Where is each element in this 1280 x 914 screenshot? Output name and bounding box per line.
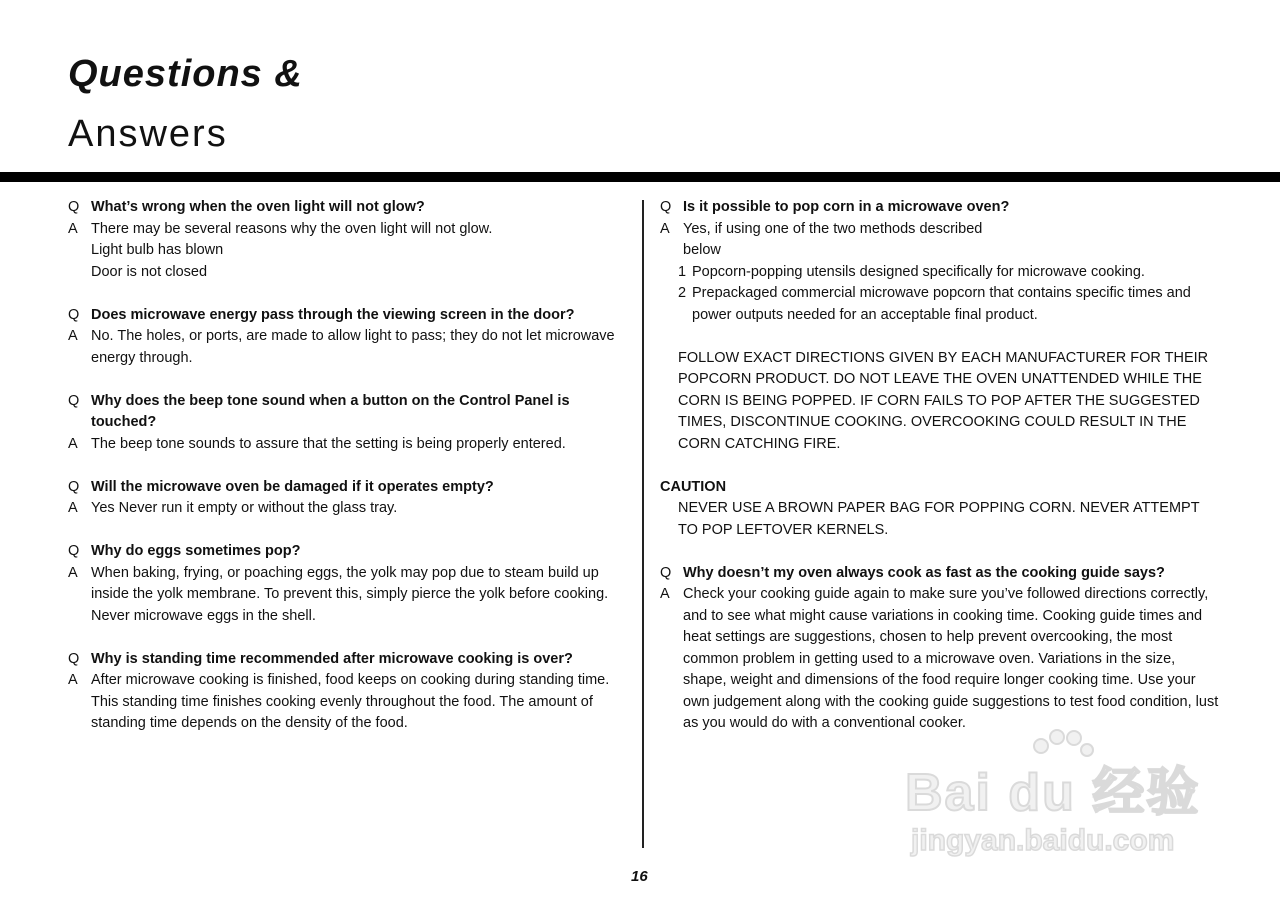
question: Why do eggs sometimes pop?	[91, 543, 301, 559]
answer: Yes, if using one of the two methods described	[683, 220, 983, 237]
question: Does microwave energy pass through the viewing screen in the door?	[91, 306, 575, 323]
page-title-line2: Answers	[68, 113, 228, 155]
qa-item-popcorn	[660, 197, 1220, 455]
qa-item	[68, 649, 628, 735]
a-label: A	[660, 586, 670, 602]
caution-heading: CAUTION	[660, 478, 727, 495]
a-label: A	[660, 220, 670, 237]
answer-detail: Light bulb has blown	[91, 242, 224, 258]
a-label: A	[68, 328, 78, 344]
qa-item-cooking-guide	[660, 563, 1220, 735]
q-label: Q	[660, 199, 672, 215]
qa-item	[68, 391, 628, 456]
answer: There may be several reasons why the oven light will not glow.	[91, 220, 493, 237]
list-number: 1	[678, 263, 687, 280]
answer-continuation: below	[683, 242, 721, 258]
a-label: A	[68, 500, 78, 516]
answer: Check your cooking guide again to make sure you’ve followed directions correctly, and to see what might cause variations in cooking time. Cooking guide times and heat settings are suggestions, chosen to help prevent overcooking, the most common problem in getting used to a microwave oven. Variations in the size, shape, weight and dimensions of the food require longer cooking time. Use your own judgement along with the cooking guide suggestions to test food condition, lust as you would do with a conventional cooker.	[683, 586, 1219, 731]
question: Is it possible to pop corn in a microwave oven?	[683, 199, 1010, 215]
qa-item	[68, 541, 628, 627]
watermark-url: jingyan.baidu.com	[911, 824, 1175, 857]
list-text: Prepackaged commercial microwave popcorn that contains specific times and power outputs needed for an acceptable final product.	[692, 285, 1191, 323]
answer: Yes Never run it empty or without the glass tray.	[91, 500, 398, 516]
answer: No. The holes, or ports, are made to allow light to pass; they do not let microwave energy through.	[91, 328, 615, 366]
answer: The beep tone sounds to assure that the setting is being properly entered.	[91, 435, 566, 452]
a-label: A	[68, 672, 78, 688]
qa-item	[68, 305, 628, 370]
watermark-brand: Bai du 经验	[905, 764, 1201, 822]
list-number: 2	[678, 285, 687, 301]
caution-text: NEVER USE A BROWN PAPER BAG FOR POPPING CORN. NEVER ATTEMPT TO POP LEFTOVER KERNELS.	[678, 500, 1200, 538]
answer: After microwave cooking is finished, food keeps on cooking during standing time. This standing time finishes cooking evenly throughout the food. The amount of standing time depends on the density of the food.	[91, 672, 610, 731]
qa-item	[68, 197, 628, 283]
a-label: A	[68, 564, 78, 581]
q-label: Q	[68, 543, 80, 559]
right-column	[660, 197, 1220, 756]
question: Why doesn’t my oven always cook as fast as the cooking guide says?	[683, 564, 1165, 581]
list-text: Popcorn-popping utensils designed specifically for microwave cooking.	[692, 263, 1145, 280]
caution-block	[660, 477, 1220, 542]
q-label: Q	[68, 392, 80, 409]
answer-detail: Door is not closed	[91, 263, 208, 280]
page-title: Questions &	[68, 53, 303, 95]
answer: When baking, frying, or poaching eggs, the yolk may pop due to steam build up inside the yolk membrane. To prevent this, simply pierce the yolk before cooking. Never microwave eggs in the shell.	[91, 564, 609, 624]
header-rule	[0, 172, 1280, 182]
page-number: 16	[631, 868, 648, 885]
list-item	[660, 262, 1220, 284]
q-label: Q	[68, 199, 80, 215]
column-divider	[642, 200, 644, 848]
q-label: Q	[68, 306, 80, 323]
list-item	[660, 283, 1220, 326]
question: Will the microwave oven be damaged if it operates empty?	[91, 478, 494, 495]
question: Why does the beep tone sound when a button on the Control Panel is touched?	[91, 392, 570, 430]
watermark	[905, 750, 1205, 870]
question: What’s wrong when the oven light will not glow?	[91, 199, 425, 215]
a-label: A	[68, 435, 78, 452]
qa-item	[68, 477, 628, 520]
q-label: Q	[660, 564, 672, 581]
q-label: Q	[68, 478, 80, 495]
left-column	[68, 197, 628, 756]
popcorn-directions-note: FOLLOW EXACT DIRECTIONS GIVEN BY EACH MANUFACTURER FOR THEIR POPCORN PRODUCT. DO NOT LEAVE THE OVEN UNATTENDED WHILE THE CORN IS BEING POPPED. IF CORN FAILS TO POP AFTER THE SUGGESTED TIMES, DISCONTINUE COOKING. OVERCOOKING COULD RESULT IN THE CORN CATCHING FIRE.	[678, 349, 1209, 452]
question: Why is standing time recommended after microwave cooking is over?	[91, 650, 573, 667]
a-label: A	[68, 220, 78, 237]
q-label: Q	[68, 650, 80, 667]
